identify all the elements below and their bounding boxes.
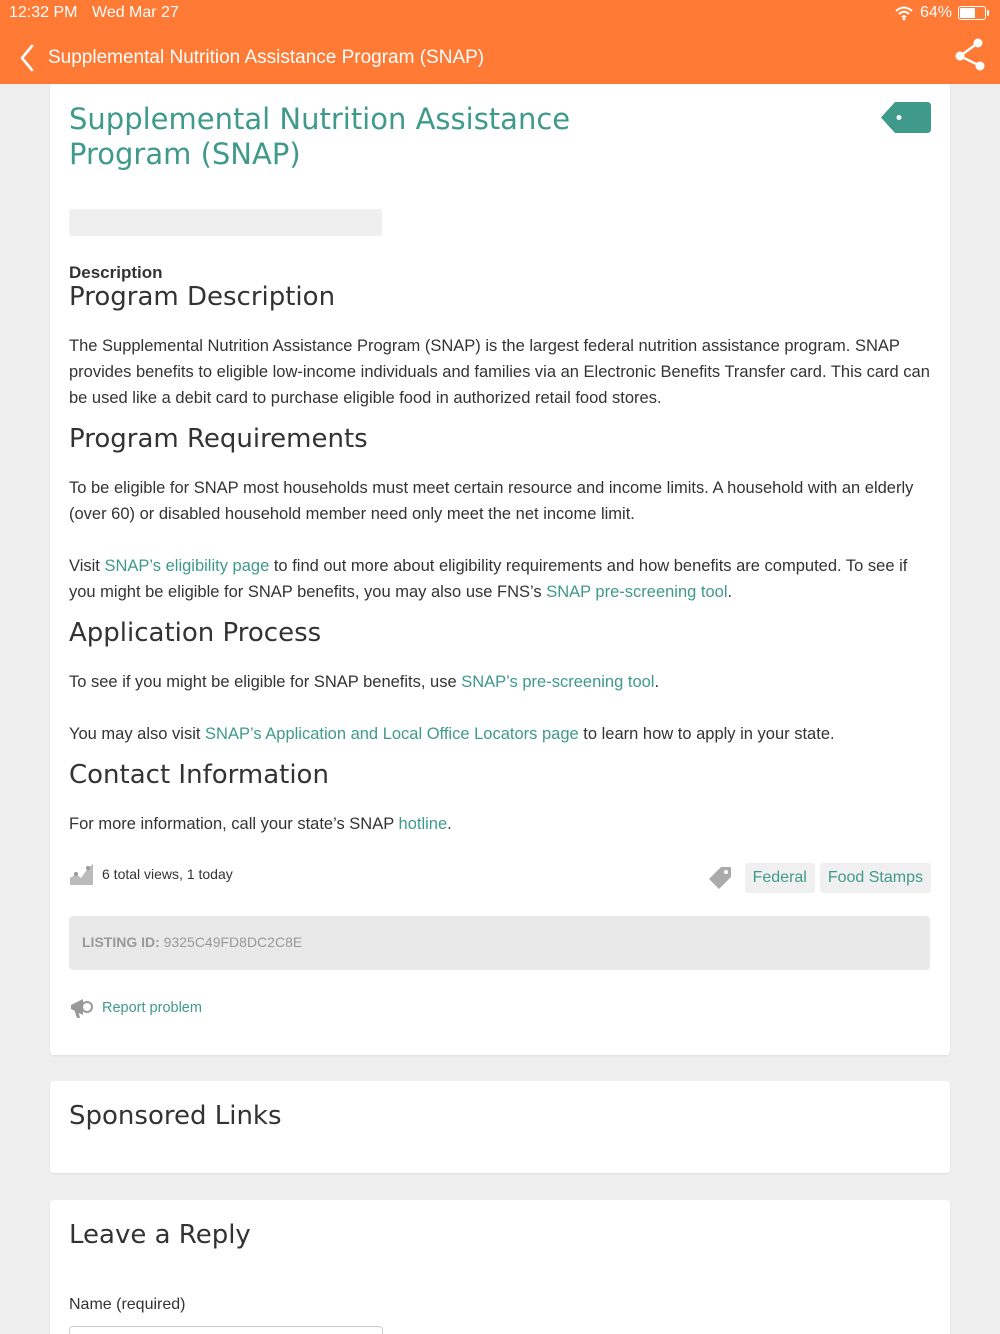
text: You may also visit — [69, 725, 206, 743]
report-problem-link[interactable] — [69, 996, 202, 1020]
prescreening-tool-link-2[interactable]: SNAP’s pre-screening tool — [461, 673, 655, 691]
status-time: 12:32 PM — [9, 4, 78, 21]
listing-id-label: LISTING ID: — [82, 934, 160, 950]
tag-icon[interactable] — [881, 102, 931, 133]
prescreening-tool-link[interactable]: SNAP pre-screening tool — [546, 583, 728, 601]
status-date: Wed Mar 27 — [92, 4, 179, 21]
text: . — [654, 673, 660, 691]
contact-information-text — [69, 811, 934, 837]
name-input[interactable] — [69, 1326, 383, 1334]
image-placeholder — [69, 209, 382, 236]
application-process-text-2 — [69, 721, 934, 747]
sponsored-links-heading: Sponsored Links — [69, 1101, 282, 1131]
program-requirements-links — [69, 553, 934, 605]
listing-card — [50, 84, 950, 1055]
battery-fill — [960, 8, 975, 18]
chart-icon — [69, 862, 94, 886]
status-bar — [0, 0, 1000, 28]
share-icon[interactable] — [952, 36, 988, 72]
heading-contact-information: Contact Information — [69, 760, 329, 790]
sponsored-links-card — [50, 1081, 950, 1173]
navbar — [0, 32, 1000, 84]
hotline-link[interactable]: hotline — [398, 815, 448, 833]
text: to learn how to apply in your state. — [578, 725, 835, 743]
megaphone-icon — [69, 996, 94, 1020]
program-requirements-text: To be eligible for SNAP most households must meet certain resource and income limits. A household with an elderly (over 60) or disabled household member need only meet the net income limit. — [69, 479, 914, 523]
tag-list — [708, 863, 931, 893]
description-label: Description — [69, 263, 163, 282]
listing-id-value: 9325C49FD8DC2C8E — [163, 934, 303, 950]
text: To see if you might be eligible for SNAP benefits, use — [69, 673, 462, 691]
listing-id-box — [69, 916, 930, 970]
heading-application-process: Application Process — [69, 618, 322, 648]
text: to find out more about eligibility requirements and how benefits are computed. To see if you might be eligible for SNAP benefits, you may also use FNS’s — [69, 557, 908, 601]
view-stats — [69, 862, 233, 886]
back-chevron-icon[interactable] — [14, 42, 42, 74]
heading-program-description: Program Description — [69, 282, 336, 312]
text: . — [447, 815, 452, 833]
tag-icon — [708, 866, 732, 890]
heading-program-requirements: Program Requirements — [69, 424, 368, 454]
leave-reply-card — [50, 1200, 950, 1334]
report-problem-label[interactable]: Report problem — [102, 1000, 202, 1016]
battery-icon — [958, 6, 986, 20]
leave-reply-heading: Leave a Reply — [69, 1220, 251, 1250]
text: . — [727, 583, 733, 601]
tag-federal[interactable]: Federal — [745, 863, 815, 893]
battery-percent: 64% — [919, 4, 952, 21]
status-right — [894, 4, 986, 22]
application-process-text-1 — [69, 669, 934, 695]
text: Visit — [69, 557, 105, 575]
text: For more information, call your state’s SNAP — [69, 815, 399, 833]
wifi-icon — [894, 5, 914, 21]
tag-food-stamps[interactable]: Food Stamps — [820, 863, 931, 893]
app-header — [0, 0, 1000, 84]
name-label: Name (required) — [69, 1296, 186, 1313]
eligibility-page-link[interactable]: SNAP’s eligibility page — [104, 557, 270, 575]
navbar-title: Supplemental Nutrition Assistance Program (SNAP) — [48, 47, 485, 68]
listing-title: Supplemental Nutrition Assistance Program (SNAP) — [69, 102, 571, 171]
office-locators-link[interactable]: SNAP’s Application and Local Office Locators page — [205, 725, 579, 743]
view-stats-text: 6 total views, 1 today — [102, 866, 233, 882]
program-description-text: The Supplemental Nutrition Assistance Program (SNAP) is the largest federal nutrition assistance program. SNAP provides benefits to eligible low-income individuals and families via an Electronic Benefits Transfer card. This card can be used like a debit card to purchase eligible food in authorized retail food stores. — [69, 337, 930, 407]
